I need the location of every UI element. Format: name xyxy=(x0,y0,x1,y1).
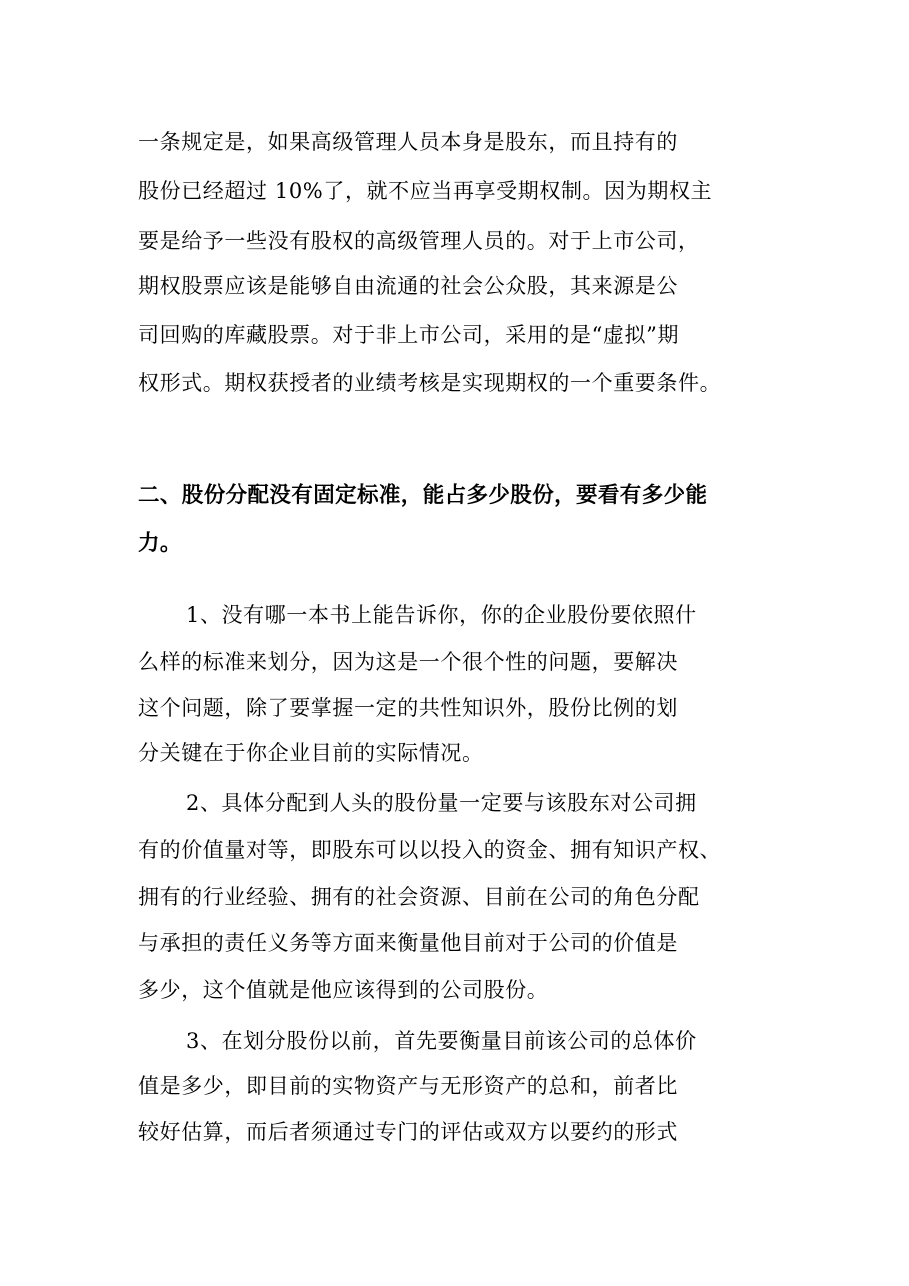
text-line: 么样的标准来划分，因为这是一个很个性的问题，要解决 xyxy=(138,650,678,674)
text-line: 分关键在于你企业目前的实际情况。 xyxy=(138,741,484,765)
text-line: 值是多少，即目前的实物资产与无形资产的总和，前者比 xyxy=(138,1074,678,1098)
text-line: 拥有的行业经验、拥有的社会资源、目前在公司的角色分配 xyxy=(138,885,700,909)
heading-line: 力。 xyxy=(138,531,182,556)
text-line: 3、在划分股份以前，首先要衡量目前该公司的总体价 xyxy=(186,1029,697,1053)
text-line: 多少，这个值就是他应该得到的公司股份。 xyxy=(138,978,549,1002)
text-line: 与承担的责任义务等方面来衡量他目前对于公司的价值是 xyxy=(138,931,678,955)
text-line: 期权股票应该是能够自由流通的社会公众股，其来源是公 xyxy=(138,274,678,298)
text-line: 要是给予一些没有股权的高级管理人员的。对于上市公司， xyxy=(138,229,700,253)
text-line: 股份已经超过 10%了，就不应当再享受期权制。因为期权主 xyxy=(138,179,713,203)
text-line: 较好估算，而后者须通过专门的评估或双方以要约的形式 xyxy=(138,1120,678,1144)
text-line: 1、没有哪一本书上能告诉你，你的企业股份要依照什 xyxy=(186,603,697,627)
text-line: 司回购的库藏股票。对于非上市公司，采用的是“虚拟”期 xyxy=(138,323,680,347)
heading-line: 二、股份分配没有固定标准，能占多少股份，要看有多少能 xyxy=(138,483,708,508)
text-line: 有的价值量对等，即股东可以以投入的资金、拥有知识产权、 xyxy=(138,838,722,862)
text-line: 这个问题，除了要掌握一定的共性知识外，股份比例的划 xyxy=(138,696,678,720)
text-line: 权形式。期权获授者的业绩考核是实现期权的一个重要条件。 xyxy=(138,371,722,395)
text-line: 2、具体分配到人头的股份量一定要与该股东对公司拥 xyxy=(186,791,697,815)
text-line: 一条规定是，如果高级管理人员本身是股东，而且持有的 xyxy=(138,130,678,154)
